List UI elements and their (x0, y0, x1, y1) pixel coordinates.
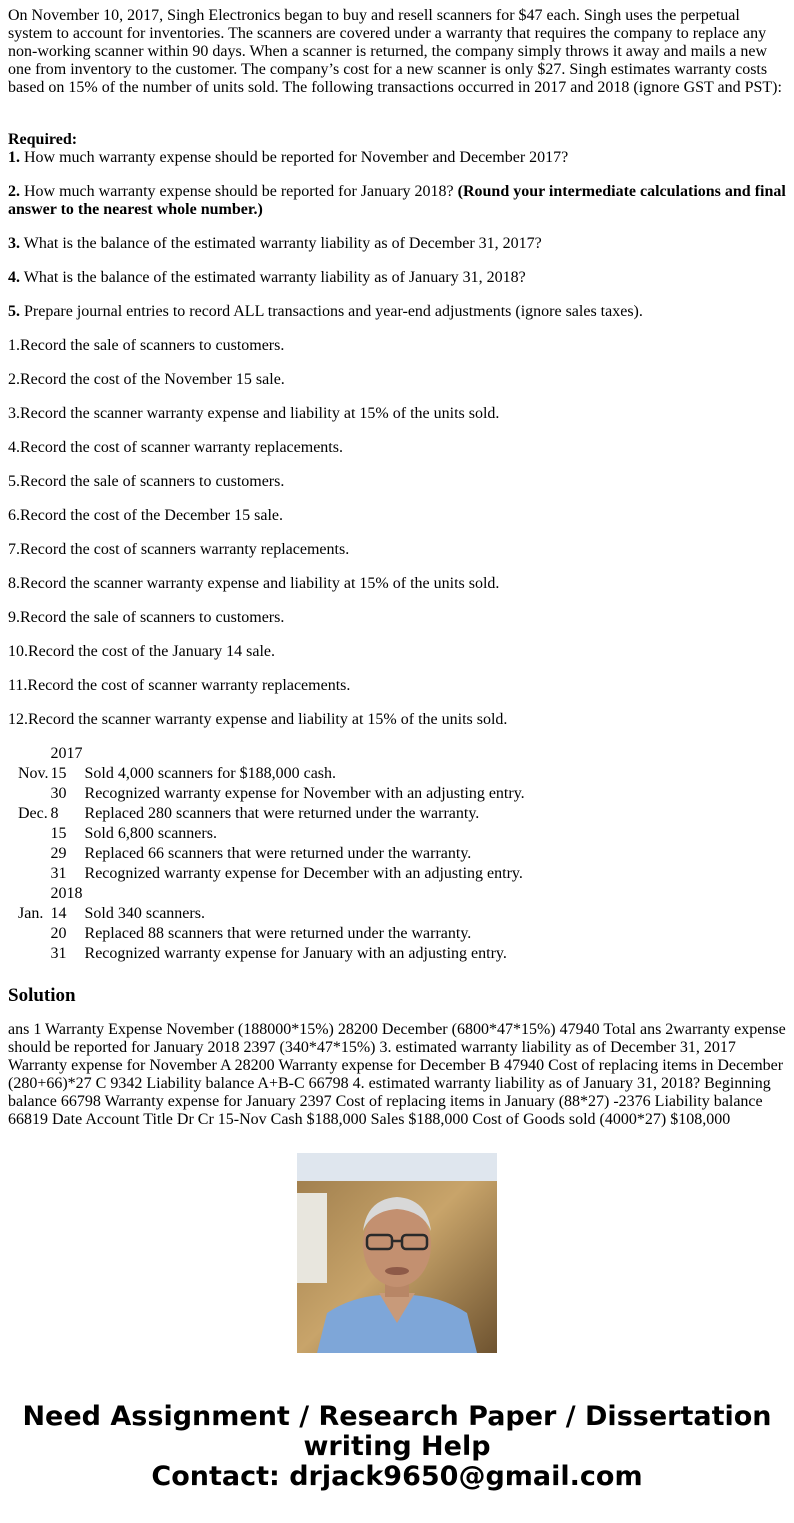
transaction-day: 15 (50, 765, 67, 782)
transaction-desc: Sold 340 scanners. (84, 905, 205, 922)
cta-line-2: writing Help (303, 1431, 491, 1462)
question-number: 2. (8, 183, 20, 200)
transaction-day: 29 (50, 845, 67, 862)
transaction-month: Nov. (18, 765, 49, 782)
question-3 (8, 235, 788, 253)
journal-step-3: 3.Record the scanner warranty expense and liability at 15% of the units sold. (8, 405, 500, 422)
transaction-desc: Replaced 66 scanners that were returned under the warranty. (84, 845, 472, 862)
transaction-day: 30 (50, 785, 67, 802)
journal-step-11: 11.Record the cost of scanner warranty replacements. (8, 677, 351, 694)
transaction-month (16, 885, 49, 905)
question-4 (8, 269, 788, 287)
transaction-row (16, 945, 525, 965)
transaction-row (16, 785, 525, 805)
transaction-day: 31 (50, 865, 67, 882)
question-note: (Round your intermediate calculations and final answer to the nearest whole number.) (8, 183, 786, 218)
journal-step-2: 2.Record the cost of the November 15 sale. (8, 371, 285, 388)
question-number: 3. (8, 235, 20, 252)
author-avatar (297, 1153, 497, 1353)
transaction-desc: Recognized warranty expense for January with an adjusting entry. (84, 945, 507, 962)
transaction-row (16, 865, 525, 885)
cta-line-3: Contact: drjack9650@gmail.com (151, 1461, 643, 1492)
transaction-day: 8 (50, 805, 59, 822)
question-1 (8, 149, 788, 167)
solution-text: ans 1 Warranty Expense November (188000*15%) 28200 December (6800*47*15%) 47940 Total ans 2warranty expense should be reported for January 2018 2397 (340*47*15%) 3. estimated warranty liability as of December 31, 2017 Warranty expense for November A 28200 Warranty expense for December B 47940 Cost of replacing items in December (280+66)*27 C 9342 Liability balance A+B-C 66798 4. estimated warranty liability as of January 31, 2018? Beginning balance 66798 Warranty expense for January 2397 Cost of replacing items in January (88*27) -2376 Liability balance 66819 Date Account Title Dr Cr 15-Nov Cash $188,000 Sales $188,000 Cost of Goods sold (4000*27) $108,000 (8, 1021, 786, 1128)
transaction-day: 31 (50, 945, 67, 962)
solution-heading: Solution (8, 985, 76, 1006)
question-2 (8, 183, 788, 219)
transaction-desc: Sold 6,800 scanners. (84, 825, 217, 842)
problem-intro: On November 10, 2017, Singh Electronics began to buy and resell scanners for $47 each. Singh uses the perpetual system to account for inventories. The scanners are covered under a warranty that requires the company to replace any non-working scanner within 90 days. When a scanner is returned, the company simply throws it away and mails a new one from inventory to the customer. The company’s cost for a new scanner is only $27. Singh estimates warranty costs based on 15% of the number of units sold. The following transactions occurred in 2017 and 2018 (ignore GST and PST): (8, 7, 782, 96)
transaction-row (16, 765, 525, 785)
transaction-desc: Replaced 280 scanners that were returned under the warranty. (84, 805, 480, 822)
document-body (8, 7, 788, 1128)
question-text: What is the balance of the estimated warranty liability as of January 31, 2018? (20, 269, 526, 286)
journal-step-9: 9.Record the sale of scanners to customers. (8, 609, 285, 626)
journal-step-7: 7.Record the cost of scanners warranty replacements. (8, 541, 350, 558)
transaction-month (16, 865, 49, 885)
journal-step-10: 10.Record the cost of the January 14 sale. (8, 643, 276, 660)
questions-list (8, 149, 788, 321)
transaction-row (16, 885, 525, 905)
transaction-month (16, 745, 49, 765)
journal-step-5: 5.Record the sale of scanners to customers. (8, 473, 285, 490)
question-text: What is the balance of the estimated warranty liability as of December 31, 2017? (20, 235, 542, 252)
journal-step-6: 6.Record the cost of the December 15 sale. (8, 507, 284, 524)
transaction-month: Dec. (18, 805, 48, 822)
transaction-month (16, 945, 49, 965)
contact-banner (0, 1402, 794, 1492)
transaction-day: 14 (50, 905, 67, 922)
transactions-table (16, 745, 525, 965)
transaction-desc: Recognized warranty expense for December with an adjusting entry. (84, 865, 523, 882)
question-number: 5. (8, 303, 20, 320)
transaction-desc: Sold 4,000 scanners for $188,000 cash. (84, 765, 337, 782)
transaction-desc: Replaced 88 scanners that were returned under the warranty. (84, 925, 472, 942)
transaction-desc: Recognized warranty expense for November with an adjusting entry. (84, 785, 525, 802)
transaction-desc (83, 745, 525, 765)
transaction-day: 2018 (50, 885, 83, 902)
journal-step-8: 8.Record the scanner warranty expense and liability at 15% of the units sold. (8, 575, 500, 592)
transaction-row (16, 845, 525, 865)
question-text: Prepare journal entries to record ALL transactions and year-end adjustments (ignore sales taxes). (20, 303, 643, 320)
cta-line-1: Need Assignment / Research Paper / Dissertation (22, 1401, 772, 1432)
transaction-month (16, 845, 49, 865)
transaction-month (16, 825, 49, 845)
question-text: How much warranty expense should be reported for November and December 2017? (20, 149, 569, 166)
transaction-month (16, 925, 49, 945)
avatar-photo (297, 1153, 497, 1353)
transaction-row (16, 745, 525, 765)
transaction-day: 15 (50, 825, 67, 842)
transaction-month (16, 785, 49, 805)
journal-step-1: 1.Record the sale of scanners to customers. (8, 337, 285, 354)
transaction-row (16, 825, 525, 845)
journal-step-12: 12.Record the scanner warranty expense and liability at 15% of the units sold. (8, 711, 508, 728)
journal-step-4: 4.Record the cost of scanner warranty replacements. (8, 439, 343, 456)
transaction-row (16, 905, 525, 925)
transaction-day: 2017 (50, 745, 83, 762)
steps-list (8, 337, 788, 729)
required-label: Required: (8, 131, 78, 148)
question-number: 1. (8, 149, 20, 166)
question-number: 4. (8, 269, 20, 286)
transaction-row (16, 925, 525, 945)
question-5 (8, 303, 788, 321)
transaction-month: Jan. (18, 905, 44, 922)
transaction-desc (83, 885, 525, 905)
transaction-day: 20 (50, 925, 67, 942)
question-text: How much warranty expense should be reported for January 2018? (20, 183, 458, 200)
transaction-row (16, 805, 525, 825)
